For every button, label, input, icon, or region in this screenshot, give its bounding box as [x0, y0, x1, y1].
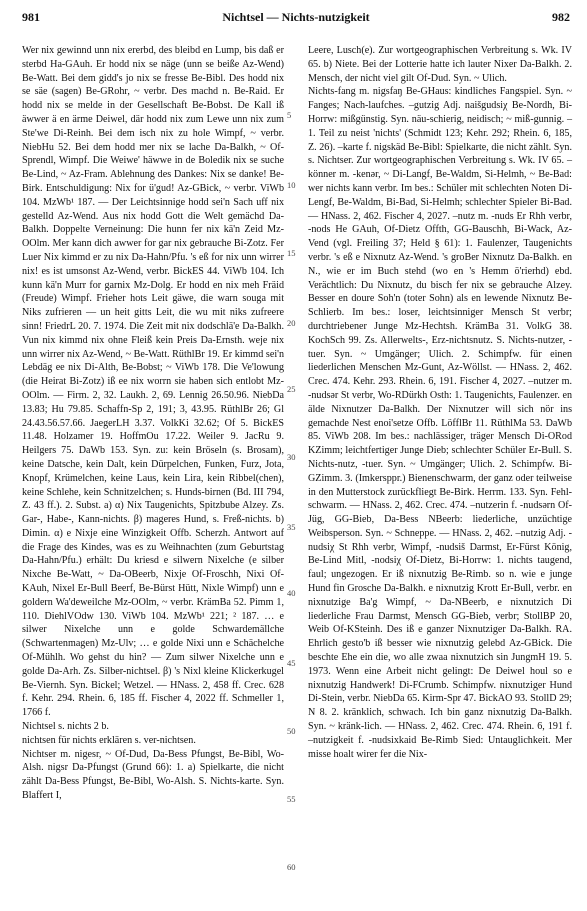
- running-title: Nichtsel — Nichts-nutzigkeit: [222, 10, 370, 24]
- entry-nichts-fang: Nichts-fang m. nigsfaŋ Be-GHaus: kindliches Fangspiel. Syn. ~ Fanges; Nach-laufches. –gutzig Adj. naišgudsiχ Be-Nordh, Bi-Horrw: mißgünstig. Syn. näu-schierig, neidisch; ~ miß-gunnig. – 1. Teil zu neist 'nichts' (Schmidt 123; Kehr. 292; Rhein. 6, 185, Z. 26). –karte f. nigskäd Be-Bibl: Spielkarte, die nicht zählt. Syn. s. Nichtser. Zur wortgeographischen Verbreitung s. Wk. IV 65. –könner m. -kenər, ~ Di-Langf, Be-Waldm, Si-Helmh, ~ Be-Bad: wer nichts kann verbr. Im bes.: Schüler mit schlechten Noten Di-Lengf, Be-Waldm, Bi-Bad, Si-Helmh; schlechter Spieler Bi-Bad. — HNass. 2, 462. Fischer 4, 2027. –nutz m. -nuds Er Rhh verbr, -nods He GAuh, Of-Dietz Offth, GG-Bauschh, Bi-Wack, Az-Vend (vgl. Freiling 37; Held § 61): 1. Faulenzer, Taugenichts verbr. 's eß e Nixnutz Az-Wend. 's groBer Nixnutz Da-Balkh. en N., wie er im Buch stehd (wo en 's Hemm ö'rierhd) ebd. Verächtlich: Du Nixnutz, du bisch fer nix se gebrauche Alzey. Besser en doure Soh'n (toter Sohn) als en lewende Nixnutz Be-Schlierb. Im bes.: loser, leichtsinniger Mensch St verbr; durchtriebener Junge Mz-Hechtsh. KrämBa 31. VolkG 38. KochSch 99. Zs. Allerwelts-, Erz-nichtsnutz. S. Nichts-nutzer, -tuer. Syn. ~ Umgänger; Ulich. 2. Schimpfw. für einen liederlichen Menschen Mz-Gunt, Az-Wöllst. — HNass. 2, 462. Crec. 474. Kehr. 293. Rhein. 6, 191. Fischer 4, 2027. –nutzer m. -nudsər St verbr, Wo-RDürkh Osth: 1. Taugenichts, Faulenzer. en älde Nixnutzer Da-Balkh. Der Nixnutzer will sich nör ins gemachde Nest enoi'setze Offb. LöfflBr 11. RüthlMa 53. DaWb 85. ViWb 208. Im bes.: nachlässiger, träger Mensch Di-ORod KZimm; leichtfertiger Junge Dieb; schlechter Schüler Er-Bull. S. Nichts-nutz, -tuer. Syn. ~ Umgänger; Ulich. 2. Schimpfw. Bi-GZimm. 3. (Imkersppr.) Bienenschwarm, der ganz oder teilweise in den Mutterstock zurückfliegt Be-Birk. Herrm. 133. Syn. Fehl-schwarm. — HNass. 2, 462. Crec. 474. –nutzerin f. -nudsərn Of-Jüg, GG-Bieb, Da-Bess NBeerb: liederliche, unzüchtige Weibsperson. Syn. ~ Schneppe. — HNass. 2, 462. –nutzig Adj. -nudsiχ St Rhh verbr, Wimpf, -nudsiš Darmst, Er-Fürst König, Be-Lind Mitl, -nodsiχ Of-Dietz, Bi-Horrw: 1. nichts taugend, faul; ungezogen. Er iß nixnutzig Be-Rimb. so n. wie e junge Hund fin Grosche Da-Balkh. e nixnutzig Krott Er-Bull, verbr. en nixnutzige Ba'g Wimpf, ~ Da-NBeerb, e nixnutzich Di liederliche Frau Darmst, Mensch GG-Bieb, verbr; StollBP 20, Weib Of-KSteinh. Des iß e ganzer Nixnutziger Da-Balkh. RA. Ehrlich gesto'b iß besser wie nixnutzig gelebd Az-GBick. Die beschte Ehe ein die, wo alle zwaa nixnutzich sin JungmH 19. 5. 1973. Wenn eine Arbeit nicht gelingt: De Deiwel houl so e nixnutzig Handwerk! Di-FCrumb. Schimpfw. nixnutziger Hund Di-Stein, verbr. NiebDa 65. Kirm-Spr 47. BickAO 93. StollD 29; N 8. 2. kränklich, schwach. Ich bin ganz nixnutzig Da-Balkh. Syn. ~ kränk-lich. — HNass. 2, 462. Crec. 474. Rhein. 6, 191 f. –nutzigkeit f. -nudsixkaid Be-Rimb Sied: Untauglichkeit. Mer misse hoalt wirer fer die Nix-: [308, 86, 572, 760]
- line-number: 60: [287, 862, 296, 872]
- entry-nichts-continued: Wer nix gewinnd unn nix ererbd, des bleibd en Lump, bis daß er sterbd Ha-GAuh. Er hodd nix se näge (unn se beiße Az-Wend) Be-Watt. Bei dem gidd's jo nix se fresse Be-Bibl. Des hodd nix se säe (sagen) Be-GRohr, ~ verbr. Des machd n. Be-Raid. Er hodd nix se melde in der Gesellschaft Be-Bobst. De Kall iß äwwer ä en ärme Deiwel, där hodd nix zum Lewe unn nix zum Ste'we Di-Reinh. Bei dem isch nix zu hole Wimpf, ~ verbr. NiebHu 52. Bei dem hodd mer nix se lache Da-Balkh, ~ Of-Sprendl, Wimpf. Die Weiwe' häwwe in de Boledik nix se suche Be-Lind, ~ Az-Fram. Ablehnung des Dankes: Nix se danke! Be-Birk. Entschuldigung: Nix for ü'gud! Az-GBick, ~ verbr. ViWb 104. MzWb¹ 187. — Der Leichtsinnige hodd sei'n Sach uff nix gestelld Az-Wend. Aus nix hodd Gott die Welt gemächd Da-Balkh. Doppelte Verneinung: Die hunn fer nix kä'n Zeid Mz-OOlm. Mer kann dich awwer for gar nix gebrauche Bi-Zotz. Fer Luer Nix kimmd er zu nix Da-Hahn/Pfu. 's eß for nix unn wirrer nix! es ist umsonst Az-Wend, verbr. BickES 44. ViWb 104. Ich kunn kä'n Murr for garnix Mz-Dolg. Er hodd en nix meh Fräid (Freude) Wimpf. Frieher hots Leit gäwe, die warn souga mit Niks zufrieren — un heit gitts Leit, die wu mit niks zufreere sinn! FriedrL 20. 7. 1974. Die Zeit mit nix dodschlä'e Da-Balkh. Vun nix kimmd nix ohne Fleiß kein Preis Da-Ernsth. weje nix unn wirrer nix Az-Wend, ~ Be-Watt. RüthlBr 19. Er kimmd sei'n Lebdäg ee nix Di-Alth, Be-Bobst; ~ ViWb 178. Die Ve'lowung (die Heirat Bi-Zotz) iß ee nix worrn sie haben sich entlobt Mz-OOlm. — Firm. 2, 32. Laukh. 2, 69. Lennig 26.50.96. NiebDa 13.83; Hu 79.85. Schaffn-Sp 2, 191; 3, 43.95. RüthlBr 26; Gl 24.43.56.57.66. JaegerLH 3.37. VolkKi 32.62; Of 5. BickES 11.48. Holzamer 19. HoffmOu 17.22. Weiler 9. JacRu 9. Heilgers 75. DaWb 153. Syn. zu: kein Bröseln (s. Brosam), keine Datsche, kein Dalt, kein Dürpelchen, Funken, Furz, Jota, Knopf, Krümelchen, keine Laus, kein Lira, kein Ribbel(chen), keine Schlehe, kein Schnitzelchen; s. Hunds-birnen (Bd. III 794, Z. 43 ff.). 2. Subst. a) α) Nix Taugenichts, Spitzbube Alzey. Zs. Gar-, Habe-, Kann-nichts. β) mageres Hund, s. Freß-nichts. b) Dimin. α) e Nixje eine Winzigkeit Offb. Scherzh. Antwort auf die Frage des Kindes, was es zu Weihnachten (zum Geburtstag Da-Hahn/Pfu.) erhält: Du kriesd e silwern Nixelche (e silber Nixche Be-Watt, ~ Da-OBeerb, Nixje Of-Froschh, Nixi Of-KAuh, Nixel Er-Bull Beerf, Be-Bürst Hütt, Nixle Wimpf) unn e goldern Wa'deweilche Mz-OOlm, ~ verbr. KrämBa 52. Pimm 1, 110. DiehlVOdw 130. ViWb 104. MzWb¹ 221; ² 187. … e silwer Nixelche unn e golde Schwardemällche (Schwartenmagen) Mz-Ulv; … e golde Nixi unn e Schächelche Of-Mühlh. Wo gehst du hin? — Zum silwer Nixelche unn e golde Da-Arh. Zs. Silber-nichtsel. β) 's Nixl kleine Klickerkugel Be-Viernh. Syn. Bickel; Wetzel. — HNass. 2, 458 ff. Crec. 628 f. Kehr. 294. Rhein. 6, 185 ff. Fischer 4, 2022 ff. Schmeller 1, 1766 f.: [22, 45, 284, 719]
- right-column: [308, 44, 572, 761]
- entry-nichtser-continued: Leere, Lusch(e). Zur wortgeographischen Verbreitung s. Wk. IV 65. b) Niete. Bei der Lotterie hatte ich lauter Nixer Da-Balkh. 2. Mensch, der nicht viel gilt Of-Dud. Syn. ~ Ulich.: [308, 45, 572, 84]
- line-number: 40: [287, 588, 296, 598]
- line-number: 15: [287, 248, 296, 258]
- line-number: 5: [287, 110, 292, 120]
- line-number: 10: [287, 180, 296, 190]
- left-column: [22, 44, 284, 803]
- page-number-right: 982: [552, 10, 570, 24]
- line-number: 35: [287, 522, 296, 532]
- line-number: 45: [287, 658, 296, 668]
- entry-nichtsel: Nichtsel s. nichts 2 b.: [22, 721, 109, 733]
- line-number: 25: [287, 384, 296, 394]
- line-number: 50: [287, 726, 296, 736]
- line-number: 55: [287, 794, 296, 804]
- page-header: [22, 6, 570, 28]
- entry-nichtser: Nichtser m. nigesr, ~ Of-Dud, Da-Bess Pfungst, Be-Bibl, Wo-Alsh. nigsr Da-Pfungst (Grund 66): 1. a) Spielkarte, die nicht zählt Da-Bess Pfungst, Be-Bibl, Wo-Alsh. S. Nichts-karte. Syn. Blaffert I,: [22, 748, 284, 802]
- page-number-left: 981: [22, 10, 40, 24]
- line-number: 30: [287, 452, 296, 462]
- line-number: 20: [287, 318, 296, 328]
- entry-nichtsen: nichtsen für nichts erklären s. ver-nichtsen.: [22, 734, 196, 746]
